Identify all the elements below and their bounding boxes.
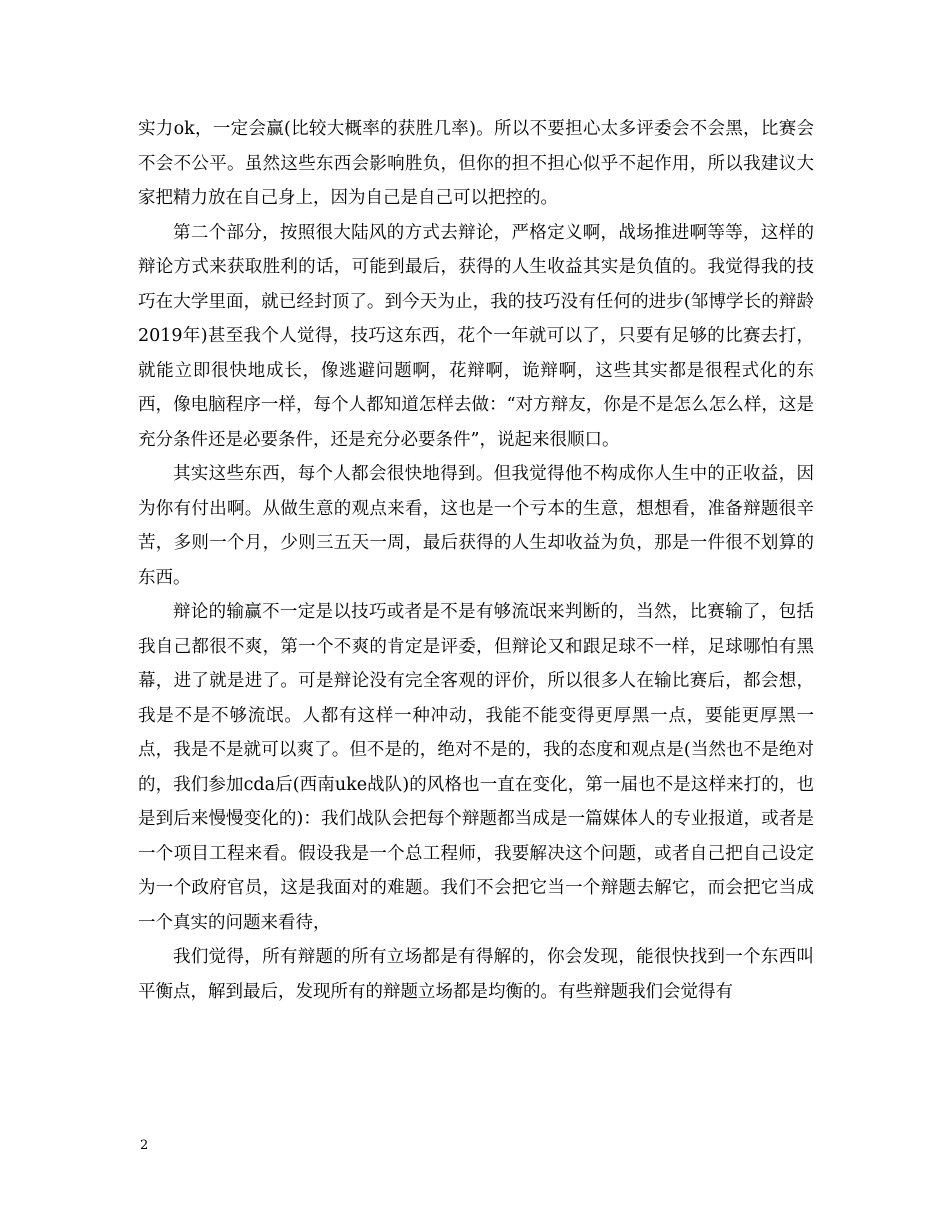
paragraph-5: 我们觉得，所有辩题的所有立场都是有得解的，你会发现，能很快找到一个东西叫平衡点，解到最后，发现所有的辩题立场都是均衡的。有些辩题我们会觉得有: [138, 947, 814, 1002]
paragraph-3: 其实这些东西，每个人都会很快地得到。但我觉得他不构成你人生中的正收益，因为你有付出啊。从做生意的观点来看，这也是一个亏本的生意，想想看，准备辩题很辛苦，多则一个月，少则三五天一周，最后获得的人生却收益为负，那是一件很不划算的东西。: [138, 464, 814, 588]
page-number: 2: [140, 1138, 149, 1153]
paragraph-2: 第二个部分，按照很大陆风的方式去辩论，严格定义啊，战场推进啊等等，这样的辩论方式来获取胜利的话，可能到最后，获得的人生收益其实是负值的。我觉得我的技巧在大学里面，就已经封顶了。到今天为止，我的技巧没有任何的进步(邹博学长的辩龄2019年)甚至我个人觉得，技巧这东西，花个一年就可以了，只要有足够的比赛去打，就能立即很快地成长，像逃避问题啊，花辩啊，诡辩啊，这些其实都是很程式化的东西，像电脑程序一样，每个人都知道怎样去做：“对方辩友，你是不是怎么怎么样，这是充分条件还是必要条件，还是充分必要条件”，说起来很顺口。: [138, 222, 814, 450]
document-body: [138, 112, 814, 1009]
paragraph-1: 实力ok，一定会赢(比较大概率的获胜几率)。所以不要担心太多评委会不会黑，比赛会不会不公平。虽然这些东西会影响胜负，但你的担不担心似乎不起作用，所以我建议大家把精力放在自己身上，因为自己是自己可以把控的。: [138, 119, 814, 208]
paragraph-4: 辩论的输赢不一定是以技巧或者是不是有够流氓来判断的，当然，比赛输了，包括我自己都很不爽，第一个不爽的肯定是评委，但辩论又和跟足球不一样，足球哪怕有黑幕，进了就是进了。可是辩论没有完全客观的评价，所以很多人在输比赛后，都会想，我是不是不够流氓。人都有这样一种冲动，我能不能变得更厚黑一点，要能更厚黑一点，我是不是就可以爽了。但不是的，绝对不是的，我的态度和观点是(当然也不是绝对的，我们参加cda后(西南uke战队)的风格也一直在变化，第一届也不是这样来打的，也是到后来慢慢变化的)：我们战队会把每个辩题都当成是一篇媒体人的专业报道，或者是一个项目工程来看。假设我是一个总工程师，我要解决这个问题，或者自己把自己设定为一个政府官员，这是我面对的难题。我们不会把它当一个辩题去解它，而会把它当成一个真实的问题来看待，: [138, 602, 814, 933]
